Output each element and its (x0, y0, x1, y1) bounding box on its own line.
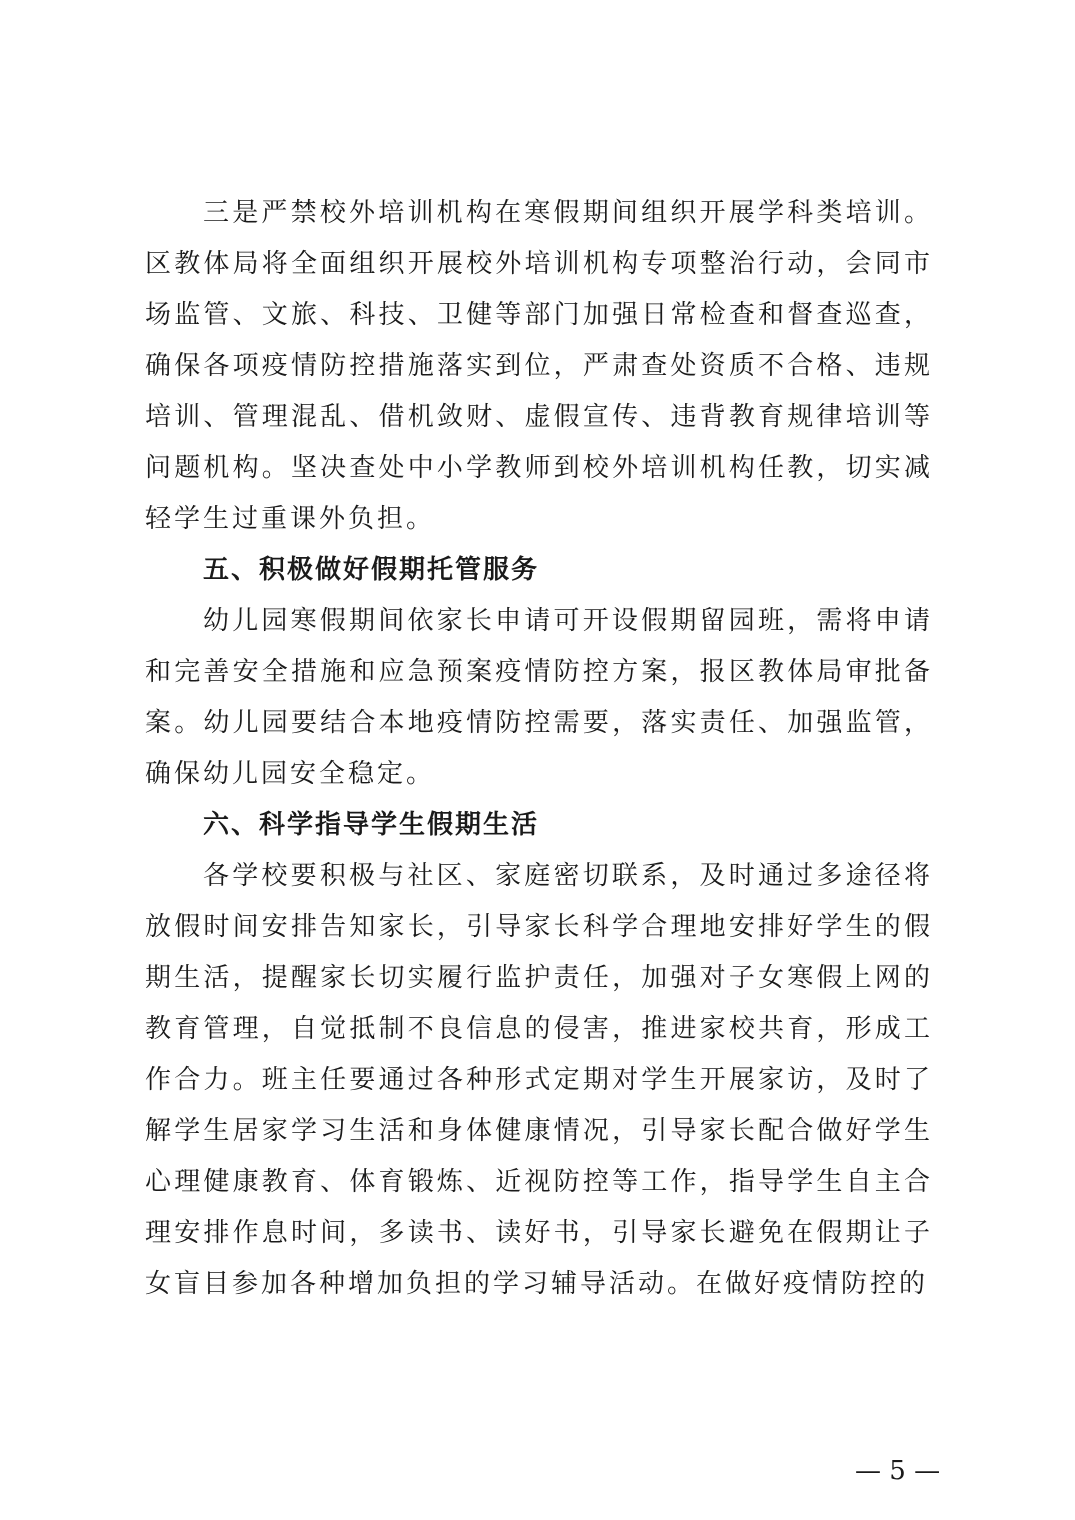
document-body (145, 188, 933, 1310)
page-number: — 5 — (855, 1456, 941, 1486)
section-heading-five: 五、积极做好假期托管服务 (203, 555, 540, 585)
paragraph-holiday-life: 各学校要积极与社区、家庭密切联系，及时通过多途径将放假时间安排告知家长，引导家长科学合理地安排好学生的假期生活，提醒家长切实履行监护责任，加强对子女寒假上网的教育管理，自觉抵制不良信息的侵害，推进家校共育，形成工作合力。班主任要通过各种形式定期对学生开展家访，及时了解学生居家学习生活和身体健康情况，引导家长配合做好学生心理健康教育、体育锻炼、近视防控等工作，指导学生自主合理安排作息时间，多读书、读好书，引导家长避免在假期让子女盲目参加各种增加负担的学习辅导活动。在做好疫情防控的 (145, 861, 933, 1299)
section-heading-six: 六、科学指导学生假期生活 (203, 810, 540, 840)
paragraph-training-ban: 三是严禁校外培训机构在寒假期间组织开展学科类培训。区教体局将全面组织开展校外培训机构专项整治行动，会同市场监管、文旅、科技、卫健等部门加强日常检查和督查巡查，确保各项疫情防控措施落实到位，严肃查处资质不合格、违规培训、管理混乱、借机敛财、虚假宣传、违背教育规律培训等问题机构。坚决查处中小学教师到校外培训机构任教，切实减轻学生过重课外负担。 (145, 198, 933, 534)
paragraph-kindergarten: 幼儿园寒假期间依家长申请可开设假期留园班，需将申请和完善安全措施和应急预案疫情防控方案，报区教体局审批备案。幼儿园要结合本地疫情防控需要，落实责任、加强监管，确保幼儿园安全稳定。 (145, 606, 933, 789)
